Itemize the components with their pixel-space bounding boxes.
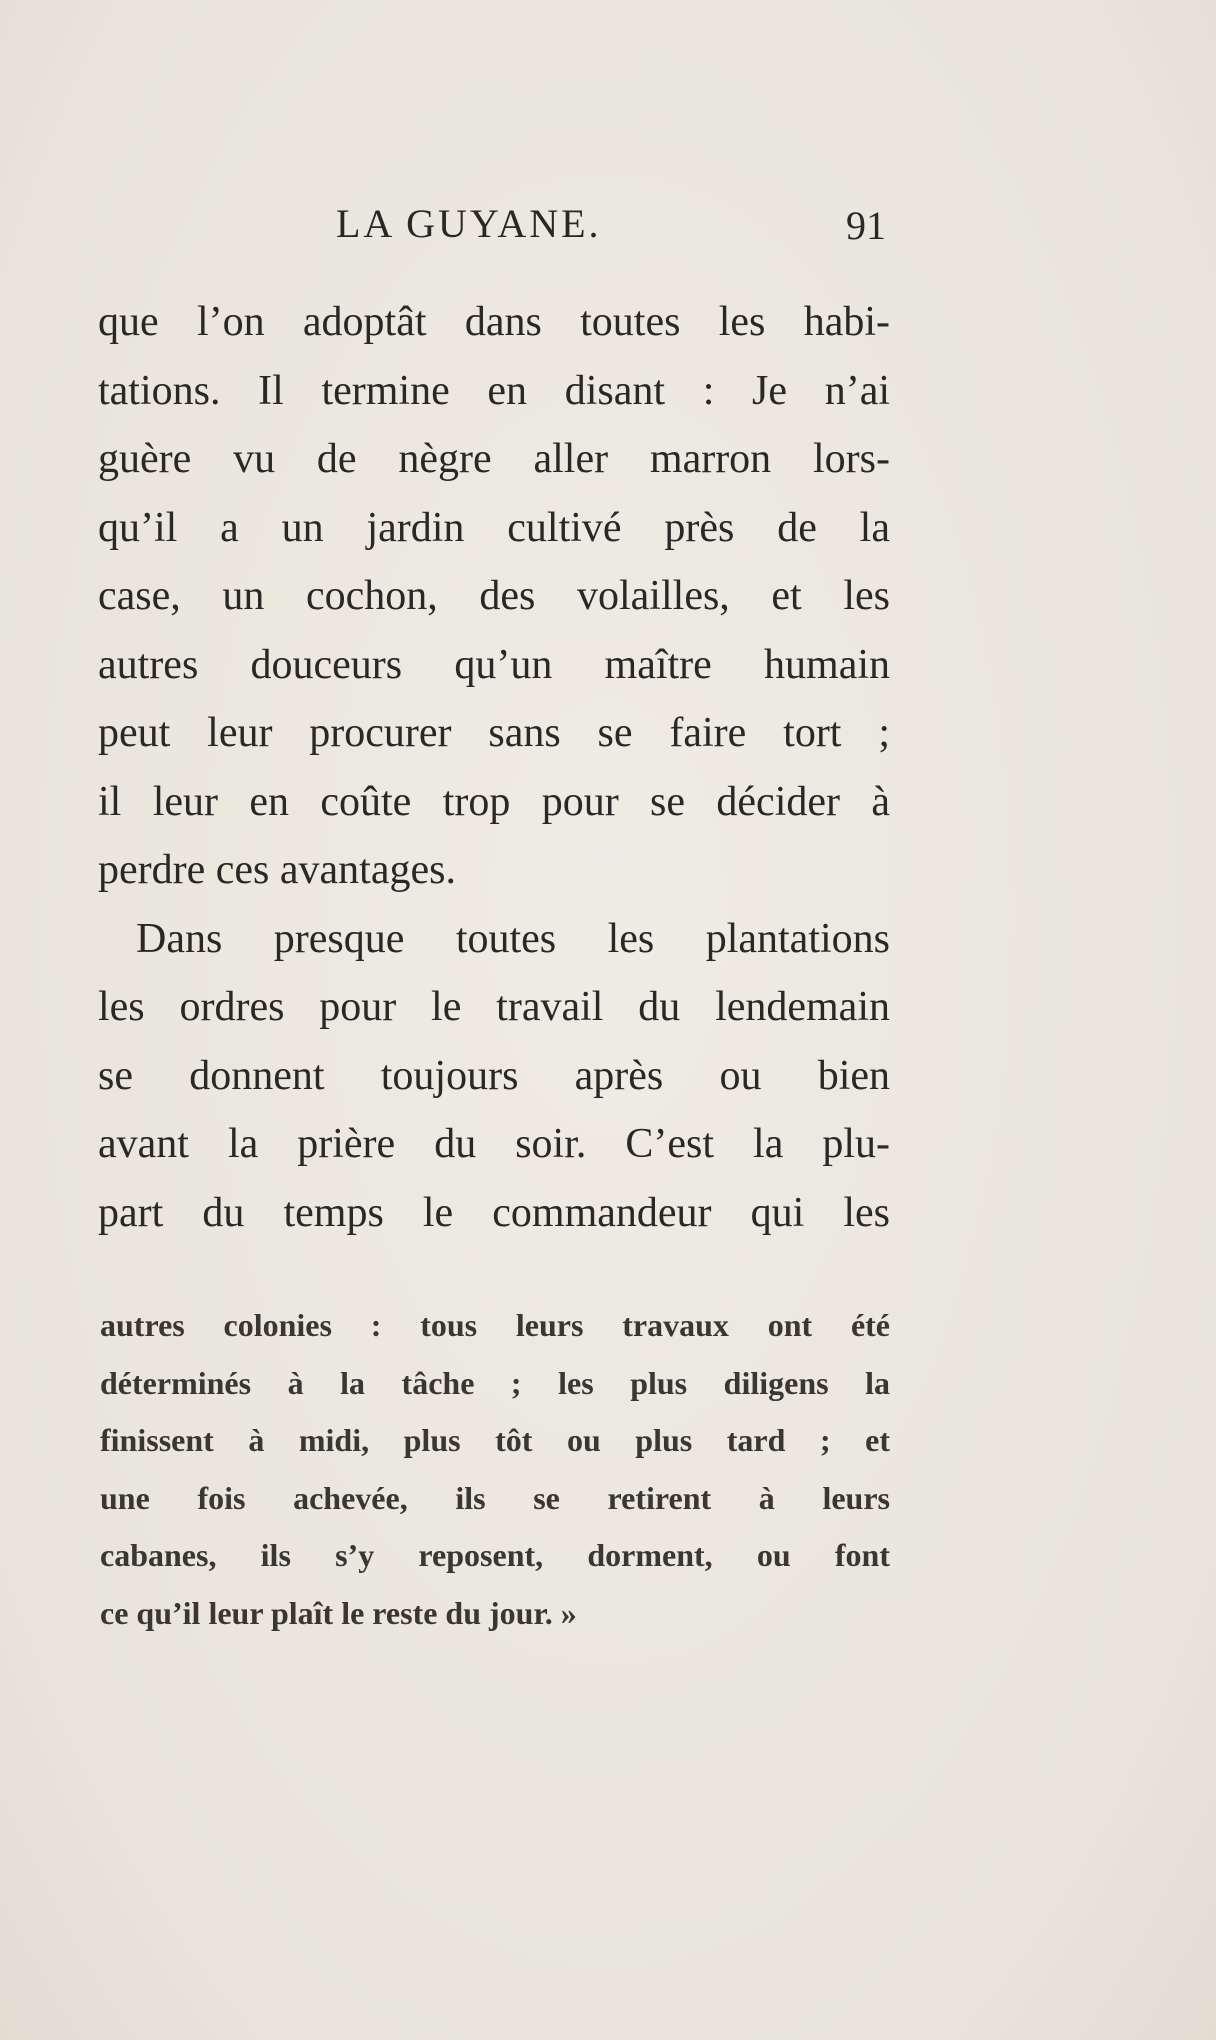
footnote-line: une fois achevée, ils se retirent à leurs [100,1479,890,1516]
footnote-line: ce qu’il leur plaît le reste du jour. » [100,1594,577,1631]
footnote [100,1297,890,1642]
main-text [98,288,890,1247]
footnote-line: cabanes, ils s’y reposent, dorment, ou font [100,1537,890,1573]
footnote-line: finissent à midi, plus tôt ou plus tard ; et [100,1422,890,1458]
text-line: guère vu de nègre aller marron lors- [98,436,890,482]
text-line: case, un cochon, des volailles, et les [98,573,890,619]
text-line: qu’il a un jardin cultivé près de la [98,504,890,551]
text-line: que l’on adoptât dans toutes les habi- [98,299,890,345]
text-line: il leur en coûte trop pour se décider à [98,778,890,825]
footnote-line: autres colonies : tous leurs travaux ont été [100,1307,890,1343]
text-line: autres douceurs qu’un maître humain [98,641,890,688]
text-line: les ordres pour le travail du lendemain [98,984,890,1030]
text-line: avant la prière du soir. C’est la plu- [98,1121,890,1167]
text-line: perdre ces avantages. [98,847,456,893]
text-line: peut leur procurer sans se faire tort ; [98,710,890,756]
text-line: se donnent toujours après ou bien [98,1052,890,1099]
text-line: part du temps le commandeur qui les [98,1189,890,1236]
footnote-line: déterminés à la tâche ; les plus diligens la [100,1364,890,1401]
page-number: 91 [846,203,886,248]
page-header [98,200,890,256]
running-title: LA GUYANE. [336,201,602,246]
text-line: tations. Il termine en disant : Je n’ai [98,367,890,414]
text-line: Dans presque toutes les plantations [136,915,890,962]
paragraph-2 [98,905,890,1248]
paragraph-1 [98,288,890,905]
